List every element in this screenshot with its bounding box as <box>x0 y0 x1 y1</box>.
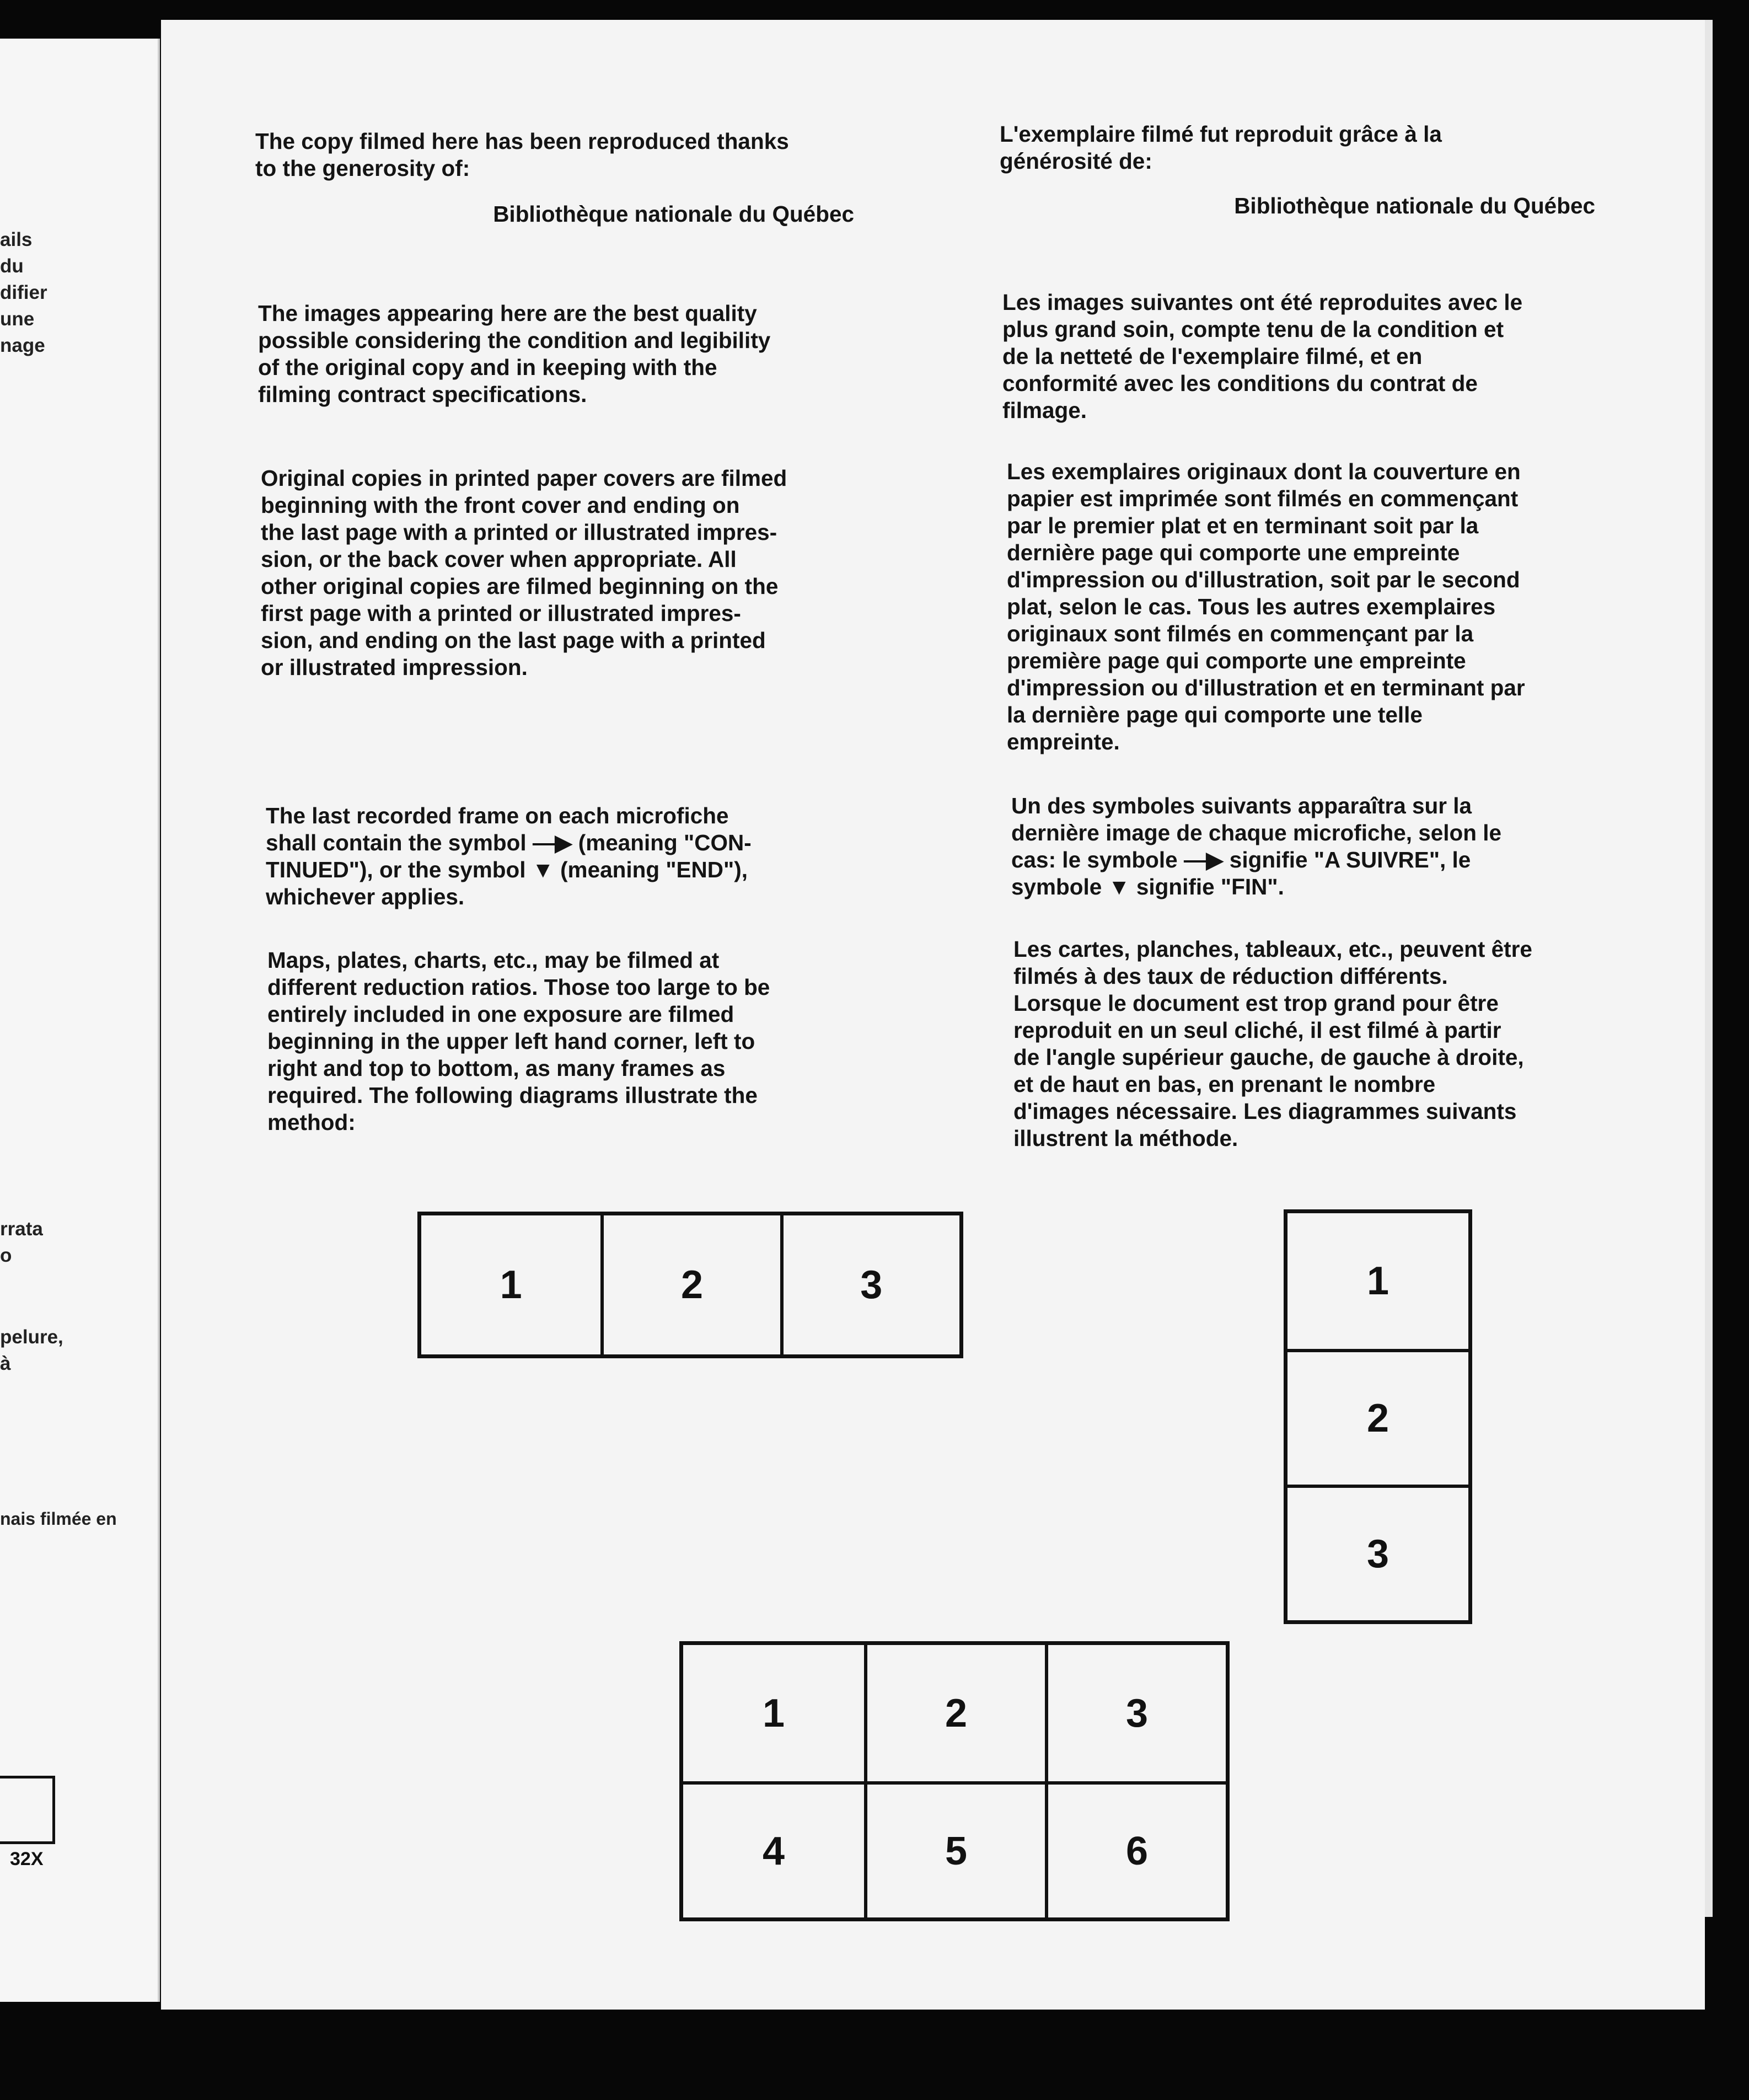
diagram-vertical-frames <box>1284 1209 1472 1624</box>
french-credit-intro: L'exemplaire filmé fut reproduit grâce à la générosité de: <box>1000 121 1442 174</box>
diagram-grid-frames <box>679 1641 1230 1921</box>
frame-cell: 1 <box>500 1263 522 1307</box>
previous-page-fragment: une <box>0 308 35 330</box>
frame-cell: 4 <box>683 1781 864 1917</box>
frame-cell: 2 <box>864 1645 1045 1781</box>
frame-cell: 5 <box>864 1781 1045 1917</box>
frame-cell: 6 <box>1045 1781 1226 1917</box>
french-covers-paragraph: Les exemplaires originaux dont la couverture en papier est imprimée sont filmés en commençant par le premier plat et en terminant soit par la dernière page qui comporte une empreinte d'impression ou d'illustration, soit par le second plat, selon le cas. Tous les autres exemplaires originaux sont filmés en commençant par la première page qui comporte une empreinte d'impression ou d'illustration et en terminant par la dernière page qui comporte une telle empreinte. <box>1007 459 1525 754</box>
reduction-label: 32X <box>10 1849 44 1869</box>
previous-page-fragment: rrata <box>0 1218 43 1240</box>
previous-page-fragment: o <box>0 1245 12 1266</box>
english-maps-paragraph: Maps, plates, charts, etc., may be filmed at different reduction ratios. Those too large to be entirely included in one exposure are filmed beginning in the upper left hand corner, left to right and top to bottom, as many frames as required. The following diagrams illustrate the method: <box>267 947 770 1135</box>
previous-page-fragment: nais filmée en <box>0 1509 117 1529</box>
page-edge <box>1705 20 1713 1917</box>
english-quality-paragraph: The images appearing here are the best quality possible considering the condition and legibility of the original copy and in keeping with the filming contract specifications. <box>258 301 771 407</box>
previous-page-fragment: nage <box>0 335 45 356</box>
frame-cell: 3 <box>1045 1645 1226 1781</box>
previous-page-fragment: ails <box>0 229 33 250</box>
previous-page-fragment: du <box>0 255 24 277</box>
frame-cell: 3 <box>780 1215 959 1354</box>
french-symbols-paragraph: Un des symboles suivants apparaîtra sur la dernière image de chaque microfiche, selon le cas: le symbole ―▶ signifie "A SUIVRE", le symbole ▼ signifie "FIN". <box>1011 793 1502 899</box>
frame-cell: 3 <box>1287 1485 1468 1620</box>
frame-cell: 1 <box>762 1691 785 1735</box>
english-symbols-paragraph: The last recorded frame on each microfiche shall contain the symbol ―▶ (meaning "CON- TINUED"), or the symbol ▼ (meaning "END"), whichever applies. <box>266 803 752 909</box>
french-credit-library: Bibliothèque nationale du Québec <box>1234 193 1595 218</box>
diagram-horizontal-frames <box>417 1212 963 1358</box>
previous-page-fragment: à <box>0 1353 11 1374</box>
previous-page-fragment: difier <box>0 282 47 303</box>
english-covers-paragraph: Original copies in printed paper covers are filmed beginning with the front cover and ending on the last page with a printed or illustrated impres- sion, or the back cover when appropriate. All other original copies are filmed beginning on the first page with a printed or illustrated impres- sion, and ending on the last page with a printed or illustrated impression. <box>261 465 787 680</box>
frame-cell: 2 <box>600 1215 780 1354</box>
previous-page-fragment: pelure, <box>0 1326 63 1348</box>
french-maps-paragraph: Les cartes, planches, tableaux, etc., peuvent être filmés à des taux de réduction différents. Lorsque le document est trop grand pour être reproduit en un seul cliché, il est filmé à partir de l'angle supérieur gauche, de gauche à droite, et de haut en bas, en prenant le nombre d'images nécessaire. Les diagrammes suivants illustrent la méthode. <box>1013 936 1532 1151</box>
reduction-target-box <box>0 1776 55 1844</box>
frame-cell: 1 <box>1366 1258 1389 1303</box>
frame-cell: 2 <box>1287 1349 1468 1485</box>
english-credit-intro: The copy filmed here has been reproduced thanks to the generosity of: <box>255 128 789 181</box>
english-credit-library: Bibliothèque nationale du Québec <box>493 201 854 227</box>
previous-page-strip <box>0 39 160 2002</box>
french-quality-paragraph: Les images suivantes ont été reproduites avec le plus grand soin, compte tenu de la condition et de la netteté de l'exemplaire filmé, et en conformité avec les conditions du contrat de filmage. <box>1002 290 1523 423</box>
